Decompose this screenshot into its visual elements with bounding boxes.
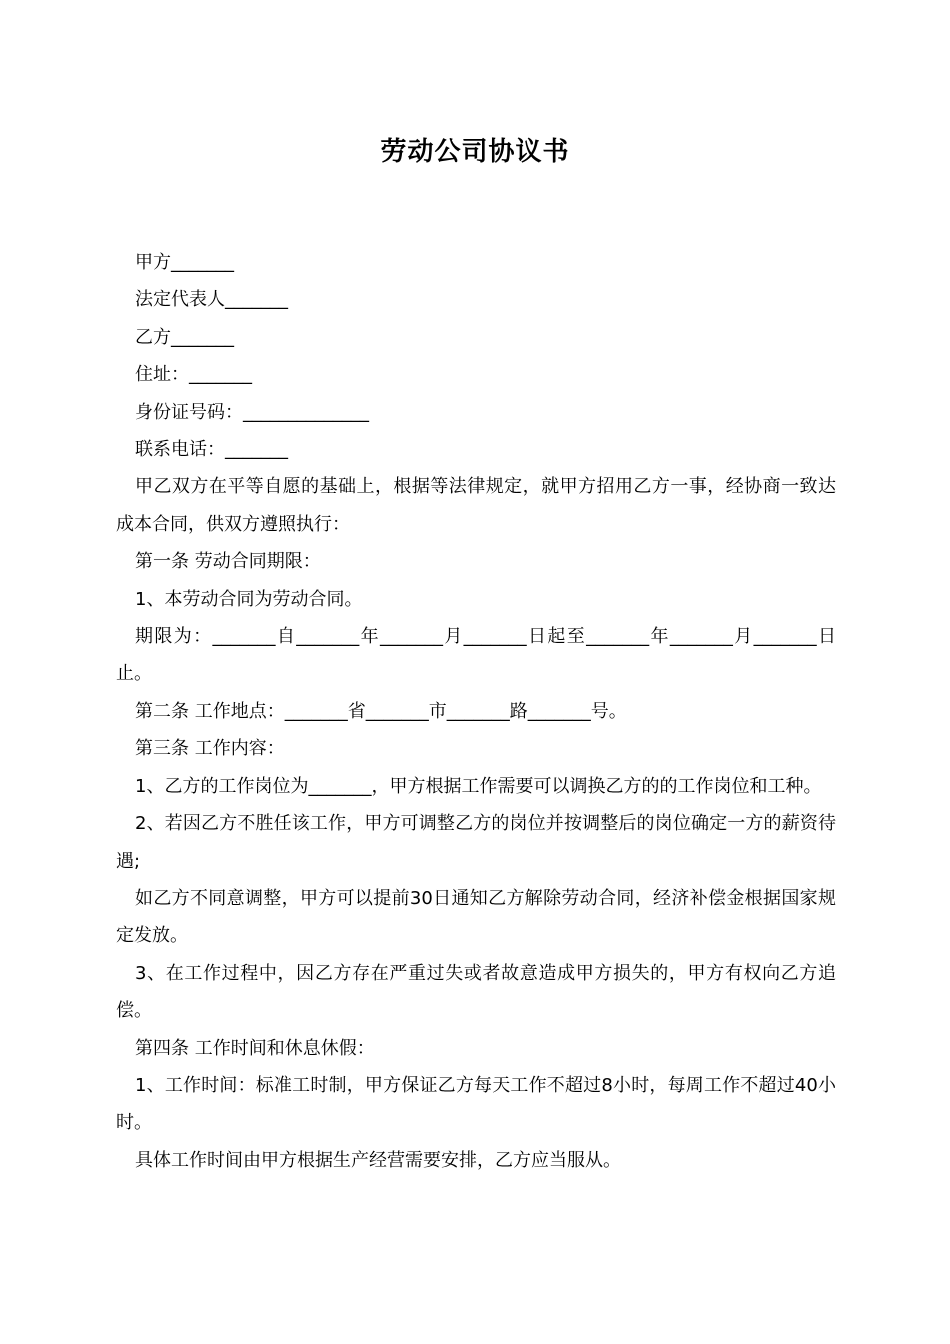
article-3-clause-3: 3、在工作过程中，因乙方存在严重过失或者故意造成甲方损失的，甲方有权向乙方追偿。	[116, 962, 836, 1022]
party-a-line: 甲方_______	[135, 252, 234, 273]
article-2-workplace: 第二条 工作地点：_______省_______市_______路_______号。	[135, 700, 627, 722]
article-3-clause-2: 2、若因乙方不胜任该工作，甲方可调整乙方的岗位并按调整后的岗位确定一方的薪资待遇;	[116, 813, 836, 872]
document-title: 劳动公司协议书	[380, 137, 570, 167]
article-1-heading: 第一条 劳动合同期限：	[135, 551, 321, 573]
article-4-heading: 第四条 工作时间和休息休假：	[135, 1037, 375, 1059]
party-b-line: 乙方_______	[135, 326, 234, 348]
phone-line: 联系电话：_______	[135, 439, 288, 461]
article-4-clause-1-continued: 具体工作时间由甲方根据生产经营需要安排，乙方应当服从。	[135, 1149, 621, 1171]
legal-representative-line: 法定代表人_______	[135, 289, 288, 311]
article-4-clause-1: 1、工作时间：标准工时制，甲方保证乙方每天工作不超过8小时，每周工作不超过40小时。	[116, 1074, 836, 1134]
address-line: 住址：_______	[135, 364, 252, 386]
article-3-clause-1: 1、乙方的工作岗位为_______，甲方根据工作需要可以调换乙方的的工作岗位和工种。	[135, 775, 822, 797]
document-body	[116, 244, 836, 1179]
article-3-clause-2-continued: 如乙方不同意调整，甲方可以提前30日通知乙方解除劳动合同，经济补偿金根据国家规定发放。	[116, 887, 836, 947]
article-1-clause-1: 1、本劳动合同为劳动合同。	[135, 588, 363, 610]
contract-term-paragraph: 期限为：_______自_______年_______月_______日起至_______年_______月_______日止。	[116, 626, 836, 685]
preamble-paragraph: 甲乙双方在平等自愿的基础上，根据等法律规定，就甲方招用乙方一事，经协商一致达成本合同，供双方遵照执行：	[116, 476, 836, 535]
id-number-line: 身份证号码：______________	[135, 401, 369, 423]
article-3-heading: 第三条 工作内容：	[135, 738, 285, 760]
